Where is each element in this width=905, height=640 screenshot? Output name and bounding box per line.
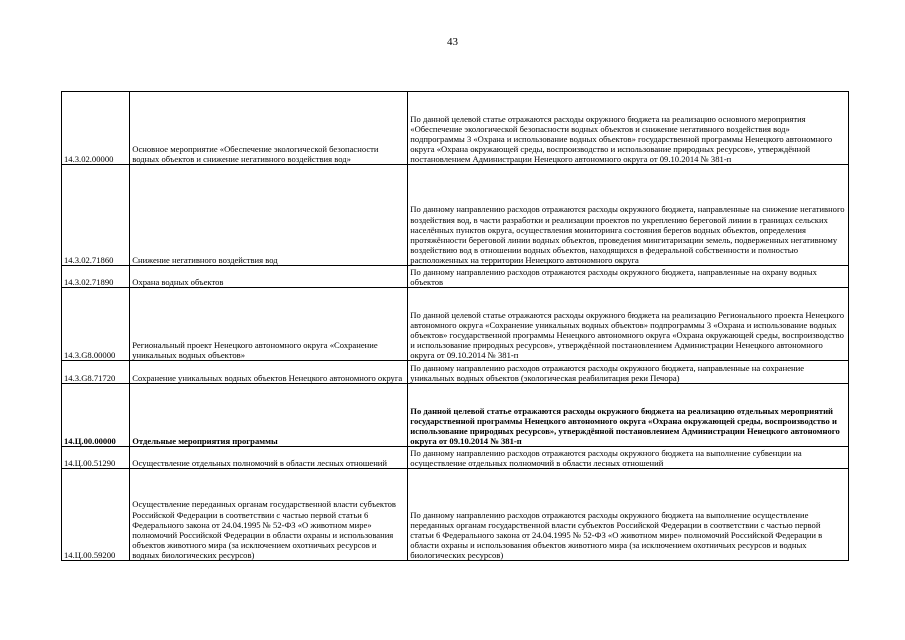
row-description: По данной целевой статье отражаются расходы окружного бюджета на реализацию Регионального проекта Ненецкого автономного округа «Сохранение уникальных водных объектов» подпрограммы 3 «Охрана и использование водных объектов» государственной программы Ненецкого автономного округа «Охрана окружающей среды, воспроизводство и использование природных ресурсов», утверждённой постановлением Администрации Ненецкого автономного округа от 09.10.2014 № 381-п: [410, 309, 845, 360]
table-row: [62, 266, 849, 288]
desc-cell: [408, 288, 849, 361]
row-code: 14.3.G8.00000: [64, 349, 116, 360]
row-code: 14.Ц.00.59200: [64, 549, 116, 560]
desc-cell: [408, 361, 849, 384]
target-articles-table: [61, 91, 849, 561]
row-code: 14.3.02.71860: [64, 254, 114, 265]
page-number: 43: [447, 36, 458, 48]
row-description: По данному направлению расходов отражаются расходы окружного бюджета, направленные на охрану водных объектов: [410, 266, 817, 287]
row-description: По данной целевой статье отражаются расходы окружного бюджета на реализацию основного мероприятия «Обеспечение экологической безопасности водных объектов и снижение негативного воздействия вод» подпрограммы 3 «Охрана и использование водных объектов» государственной программы Ненецкого автономного округа «Охрана окружающей среды, воспроизводство и использование природных ресурсов», утверждённой постановлением Администрации Ненецкого автономного округа от 09.10.2014 № 381-п: [410, 113, 833, 164]
row-description: По данному направлению расходов отражаются расходы окружного бюджета на выполнение субвенции на осуществление отдельных полномочий в области лесных отношений: [410, 447, 802, 468]
code-cell: [62, 288, 130, 361]
name-cell: [130, 447, 408, 469]
desc-cell: [408, 165, 849, 266]
table-row: [62, 92, 849, 165]
code-cell: [62, 165, 130, 266]
name-cell: [130, 384, 408, 447]
desc-cell: [408, 447, 849, 469]
row-name: Сохранение уникальных водных объектов Ненецкого автономного округа: [132, 372, 403, 383]
desc-cell: [408, 92, 849, 165]
row-name: Основное мероприятие «Обеспечение экологической безопасности водных объектов и снижение негативного воздействия вод»: [132, 143, 379, 164]
desc-cell: [408, 384, 849, 447]
row-code: 14.Ц.00.00000: [64, 435, 116, 446]
row-description: По данной целевой статье отражаются расходы окружного бюджета на реализацию отдельных мероприятий государственной программы Ненецкого автономного округа «Охрана окружающей среды, воспроизводство и использование природных ресурсов», утверждённой постановлением Администрации Ненецкого автономного округа от 09.10.2014 № 381-п: [410, 405, 840, 446]
row-code: 14.Ц.00.51290: [64, 457, 116, 468]
name-cell: [130, 288, 408, 361]
row-code: 14.3.02.71890: [64, 276, 114, 287]
table-row: [62, 384, 849, 447]
table-row: [62, 469, 849, 561]
code-cell: [62, 469, 130, 561]
row-name: Охрана водных объектов: [132, 276, 224, 287]
code-cell: [62, 266, 130, 288]
code-cell: [62, 384, 130, 447]
name-cell: [130, 92, 408, 165]
name-cell: [130, 361, 408, 384]
code-cell: [62, 92, 130, 165]
code-cell: [62, 447, 130, 469]
table-row: [62, 165, 849, 266]
desc-cell: [408, 266, 849, 288]
row-code: 14.3.G8.71720: [64, 372, 116, 383]
row-description: По данному направлению расходов отражаются расходы окружного бюджета, направленные на снижение негативного воздействия вод, в части разработки и реализации проектов по укреплению береговой линии в границах сельских населённых пунктов округа, осуществления мониторинга состояния берегов водных объектов, определения протяжённости береговой линии водных объектов, проведения мингитаризации земель, подверженных негативному воздействию вод в отношении водных объектов, находящихся в федеральной собственности и полностью расположенных на территории Ненецкого автономного округа: [410, 204, 845, 265]
code-cell: [62, 361, 130, 384]
name-cell: [130, 165, 408, 266]
row-code: 14.3.02.00000: [64, 153, 114, 164]
row-name: Отдельные мероприятия программы: [132, 435, 278, 446]
desc-cell: [408, 469, 849, 561]
table-row: [62, 361, 849, 384]
row-name: Осуществление отдельных полномочий в области лесных отношений: [132, 457, 387, 468]
row-name: Снижение негативного воздействия вод: [132, 254, 278, 265]
row-name: Региональный проект Ненецкого автономного округа «Сохранение уникальных водных объектов»: [132, 339, 378, 360]
name-cell: [130, 266, 408, 288]
table-row: [62, 288, 849, 361]
table-row: [62, 447, 849, 469]
row-name: Осуществление переданных органам государственной власти субъектов Российской Федерации в соответствии с частью первой статьи 6 Федерального закона от 24.04.1995 № 52-ФЗ «О животном мире» полномочий Российской Федерации в области охраны и использования объектов животного мира (за исключением охотничьих ресурсов и водных биологических ресурсов): [132, 499, 396, 560]
row-description: По данному направлению расходов отражаются расходы окружного бюджета на выполнение осуществление переданных органам государственной власти субъектов Российской Федерации в соответствии с частью первой статьи 6 Федерального закона от 24.04.1995 № 52-ФЗ «О животном мире» полномочий Российской Федерации в области охраны и использования объектов животного мира (за исключением охотничьих ресурсов и водных биологических ресурсов): [410, 509, 823, 560]
row-description: По данному направлению расходов отражаются расходы окружного бюджета, направленные на сохранение уникальных водных объектов (экологическая реабилитация реки Печора): [410, 362, 805, 383]
name-cell: [130, 469, 408, 561]
